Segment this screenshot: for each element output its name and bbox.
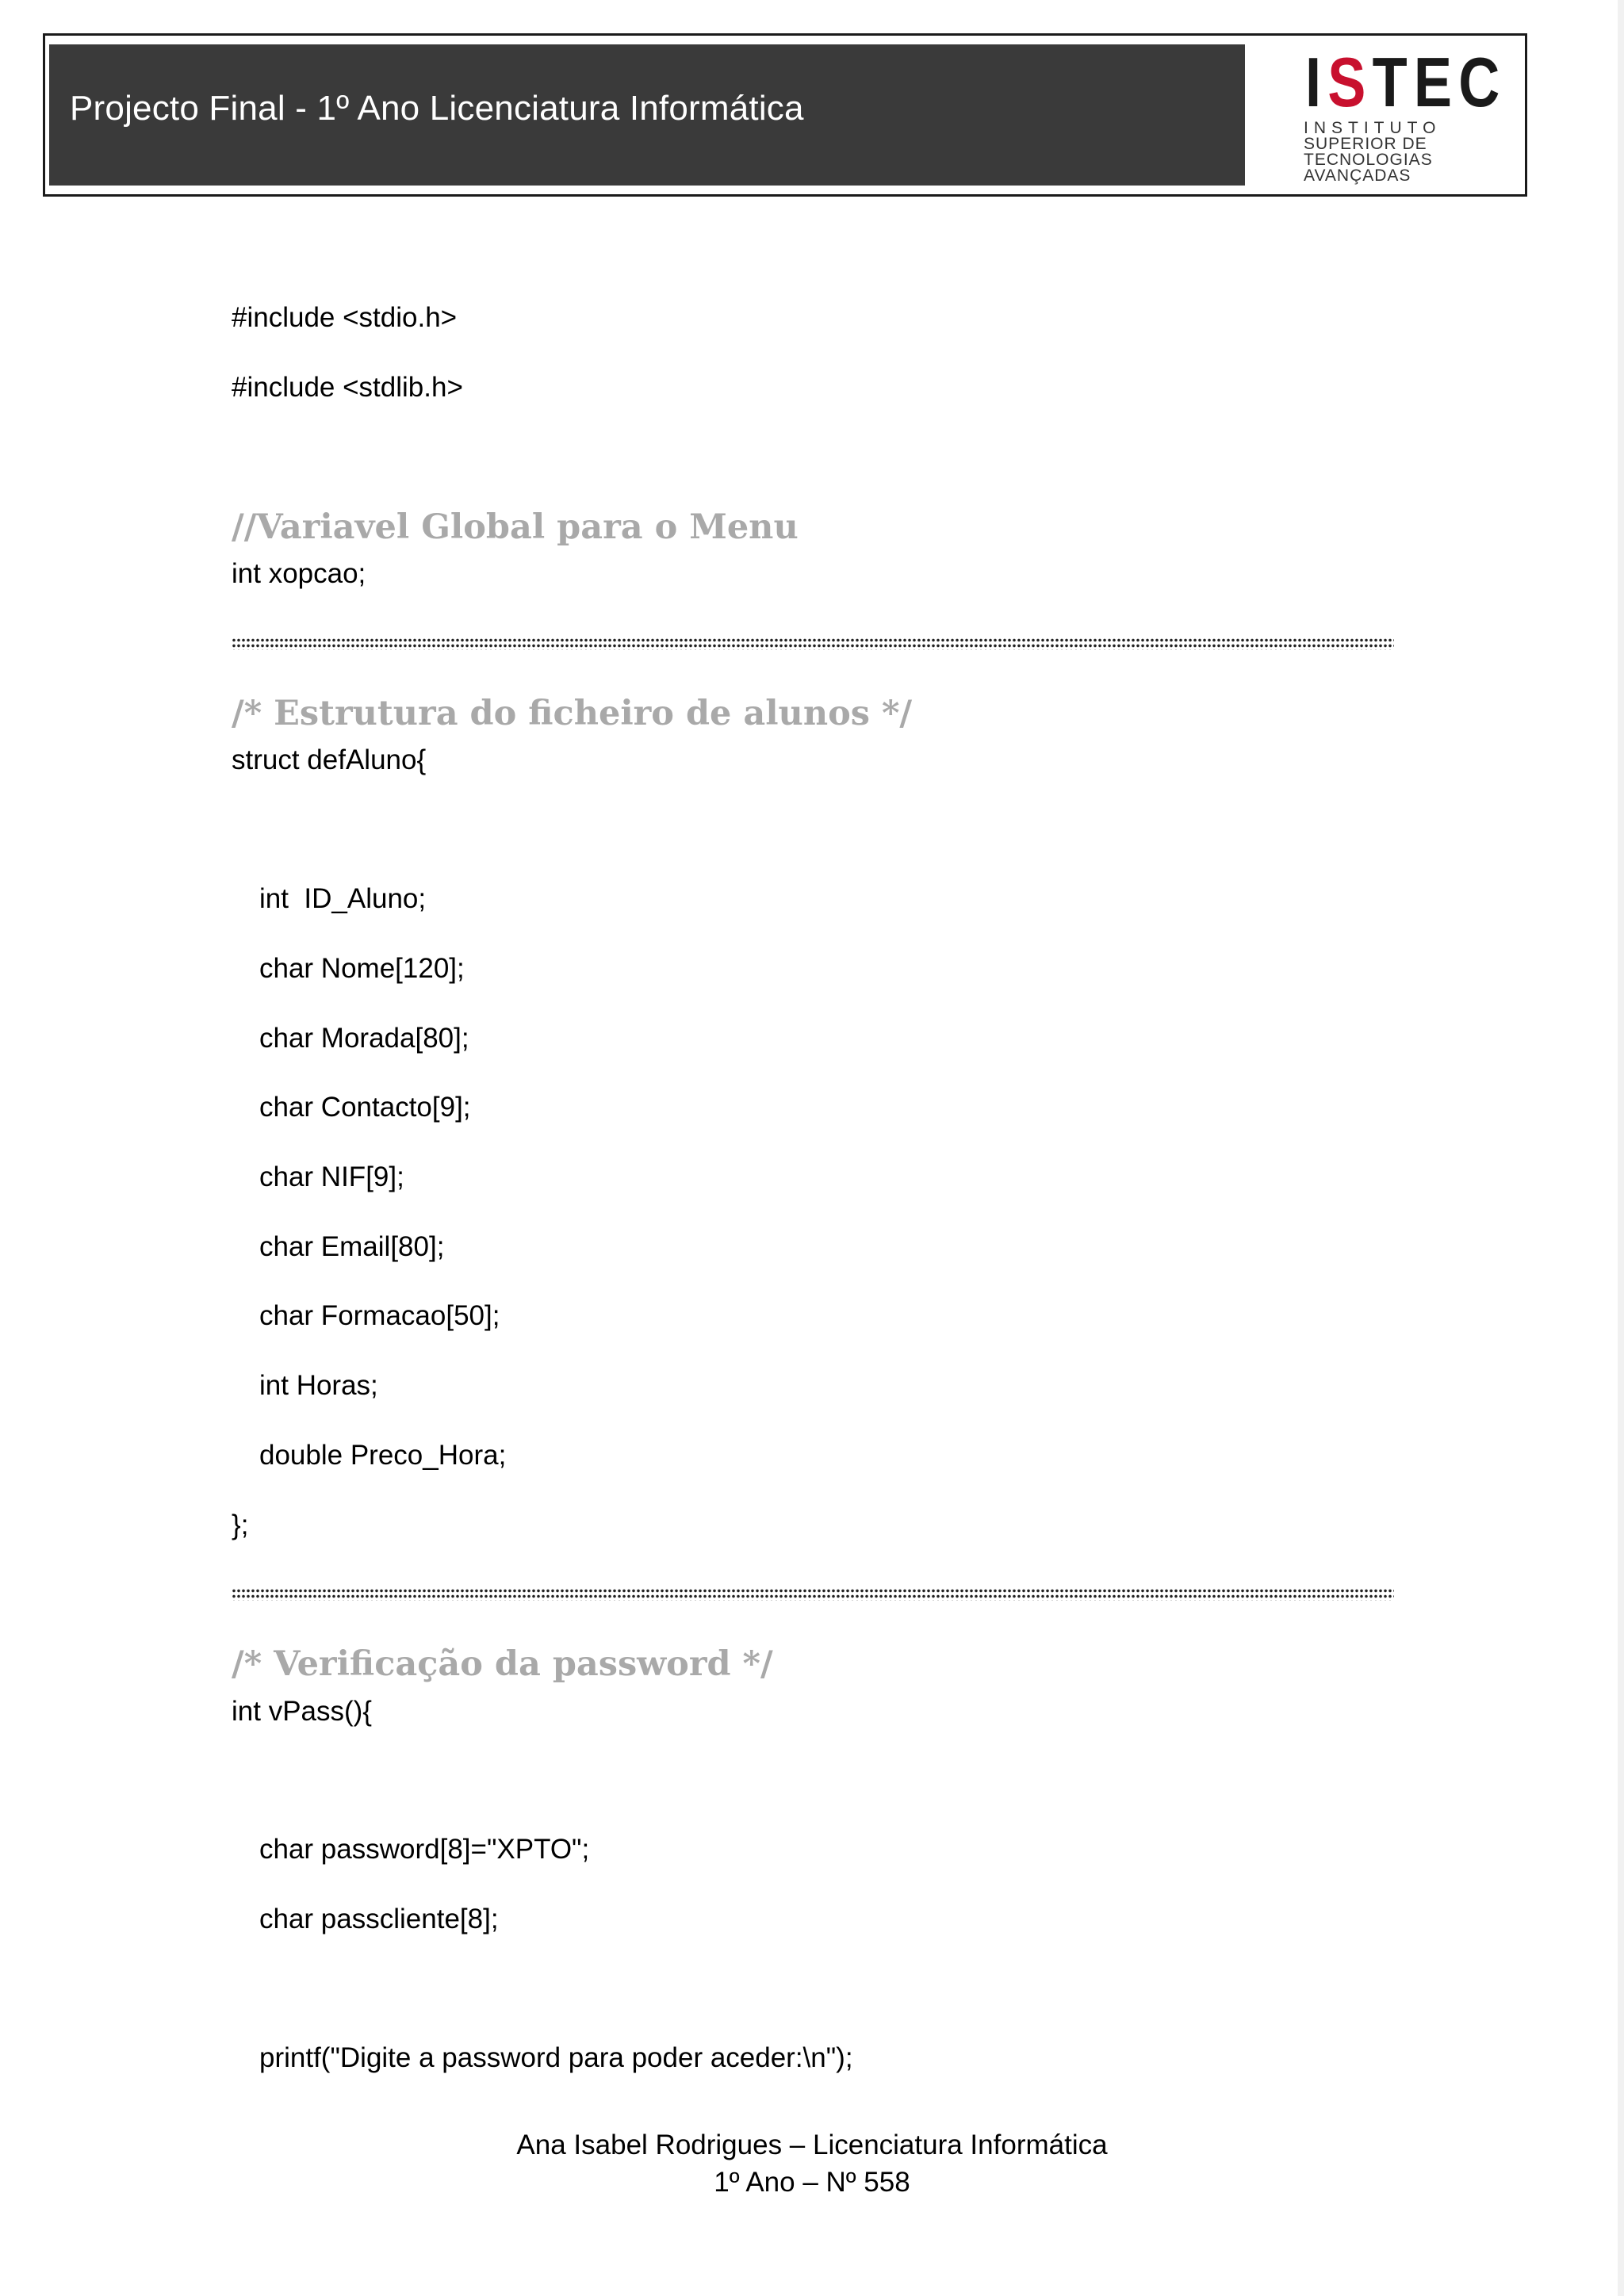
code-line-field: char Contacto[9]; [259,1092,471,1123]
page-edge [1618,0,1624,2296]
code-line-struct-close: }; [232,1510,249,1540]
code-line-field: char Nome[120]; [259,953,465,984]
code-line-field: char Email[80]; [259,1231,445,1262]
logo-subtitle: INSTITUTO SUPERIOR DE TECNOLOGIAS AVANÇADAS [1304,119,1442,185]
code-line-field: int ID_Aluno; [259,883,427,914]
code-line-printf: printf("Digite a password para poder aceder:\n"); [259,2042,853,2073]
code-line-global-var: int xopcao; [232,558,366,589]
code-line-include-stdio: #include <stdio.h> [232,302,458,333]
code-comment-password: /* Verificação da password */ [232,1644,773,1684]
footer-student-info: 1º Ano – Nº 558 [714,2167,910,2198]
istec-logo [1300,43,1507,187]
code-line-field: char Morada[80]; [259,1023,469,1054]
code-line-passcliente-decl: char passcliente[8]; [259,1904,499,1934]
document-title: Projecto Final - 1º Ano Licenciatura Informática [70,89,804,128]
code-line-field: char NIF[9]; [259,1161,404,1192]
code-line-func-open: int vPass(){ [232,1696,372,1727]
code-comment-struct: /* Estrutura do ficheiro de alunos */ [232,694,913,733]
code-line-password-decl: char password[8]="XPTO"; [259,1834,590,1865]
separator-dots [232,637,1394,650]
code-comment-global: //Variavel Global para o Menu [232,507,799,547]
code-line-struct-open: struct defAluno{ [232,744,427,775]
code-line-field: int Horas; [259,1370,378,1401]
footer-author: Ana Isabel Rodrigues – Licenciatura Informática [516,2130,1108,2160]
code-line-field: char Formacao[50]; [259,1300,500,1331]
separator-dots [232,1588,1394,1601]
code-line-include-stdlib: #include <stdlib.h> [232,372,463,403]
code-line-field: double Preco_Hora; [259,1440,507,1471]
logo-mark: ISTEC [1305,43,1507,121]
